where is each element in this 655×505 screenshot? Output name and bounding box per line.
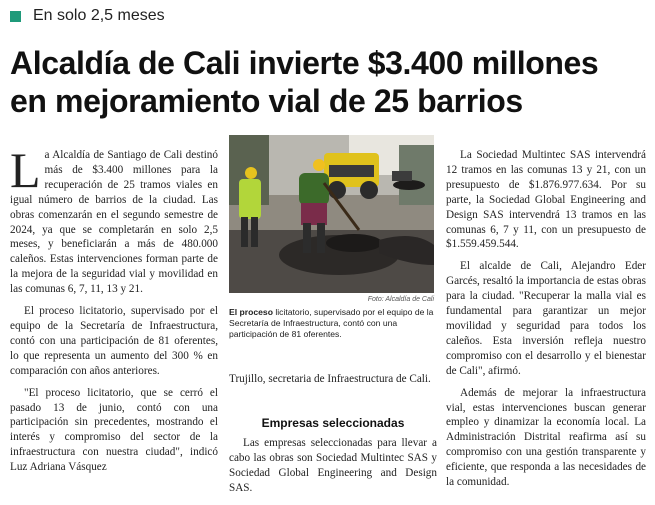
article-paragraph: La Sociedad Multintec SAS intervendrá 12 tramos en las comunas 13 y 21, con un presupuesto de $1.876.977.634. Por su parte, la Sociedad Global Engineering and Design SAS intervendrá 13 tramos en las comunas 6, 7 y 11, con un presupuesto de $1.559.459.544. xyxy=(446,149,646,251)
photo-illustration xyxy=(229,135,434,293)
kicker-marker xyxy=(10,11,21,22)
article-paragraph: "El proceso licitatorio, que se cerró el pasado 13 de junio, contó con una participación sin precedentes, mostrando el interés y compromiso del sector de la infraestructura con nuestra ciudad", indicó Luz Adriana Vásquez xyxy=(10,386,218,474)
photo-caption xyxy=(229,307,437,340)
caption-text: licitatorio, supervisado por el equipo de la Secretaría de Infraestructura, contó con una participación de 81 oferentes. xyxy=(229,307,434,339)
road-work-photo xyxy=(229,135,434,293)
article-paragraph: Las empresas seleccionadas para llevar a cabo las obras son Sociedad Multintec SAS y Sociedad Global Engineering and Design SAS. xyxy=(229,437,437,494)
article-paragraph xyxy=(10,142,218,297)
kicker-text: En solo 2,5 meses xyxy=(33,7,165,24)
article-column-3 xyxy=(446,148,646,497)
article-paragraph: El alcalde de Cali, Alejandro Eder Garcés, resaltó la importancia de estas obras para la ciudad. "Recuperar la malla vial es fundamental para garantizar un mejor movilidad y seguridad para todos los caleños. Esta inversión refleja nuestro compromiso con el desarrollo y el bienestar de Cali", afirmó. xyxy=(446,260,646,377)
photo-credit: Foto: Alcaldía de Cali xyxy=(367,296,434,303)
headline xyxy=(10,44,650,120)
article-paragraph: Además de mejorar la infraestructura vial, estas intervenciones buscan generar empleo y dinamizar la economía local. La Administración Distrital reafirma así su compromiso con una gestión transparente y eficiente, que responda a las necesidades de la comunidad. xyxy=(446,386,646,489)
article-paragraph: El proceso licitatorio, supervisado por el equipo de la Secretaría de Infraestructura, contó con una participación de 81 oferentes, lo que representa un aumento del 300 % en comparación con años anteriores. xyxy=(10,305,218,377)
drop-cap: L xyxy=(10,142,41,198)
caption-lead: El proceso xyxy=(229,307,273,317)
article-column-1 xyxy=(10,142,218,482)
kicker xyxy=(10,6,165,26)
lead-paragraph-text: a Alcaldía de Santiago de Cali destinó más de $3.400 millones para la recuperación de 25 tramos viales en igual número de barrios de la ciudad. Las obras comenzarán en el segundo semestre de 2024, ya que se completarán en solo 2,5 meses, y beneficiarán a más de 480.000 caleños. Estas intervenciones forman parte de la mejora de la seguridad vial y movilidad en las comunas 6, 7, 11, 13 y 21. xyxy=(10,149,218,296)
article-column-2 xyxy=(229,372,437,394)
article-column-2-continued xyxy=(229,436,437,503)
headline-line-1: Alcaldía de Cali invierte $3.400 millones xyxy=(10,45,599,81)
section-subhead: Empresas seleccionadas xyxy=(261,416,405,430)
headline-line-2: en mejoramiento vial de 25 barrios xyxy=(10,83,523,119)
article-paragraph: Trujillo, secretaria de Infraestructura de Cali. xyxy=(229,373,431,385)
